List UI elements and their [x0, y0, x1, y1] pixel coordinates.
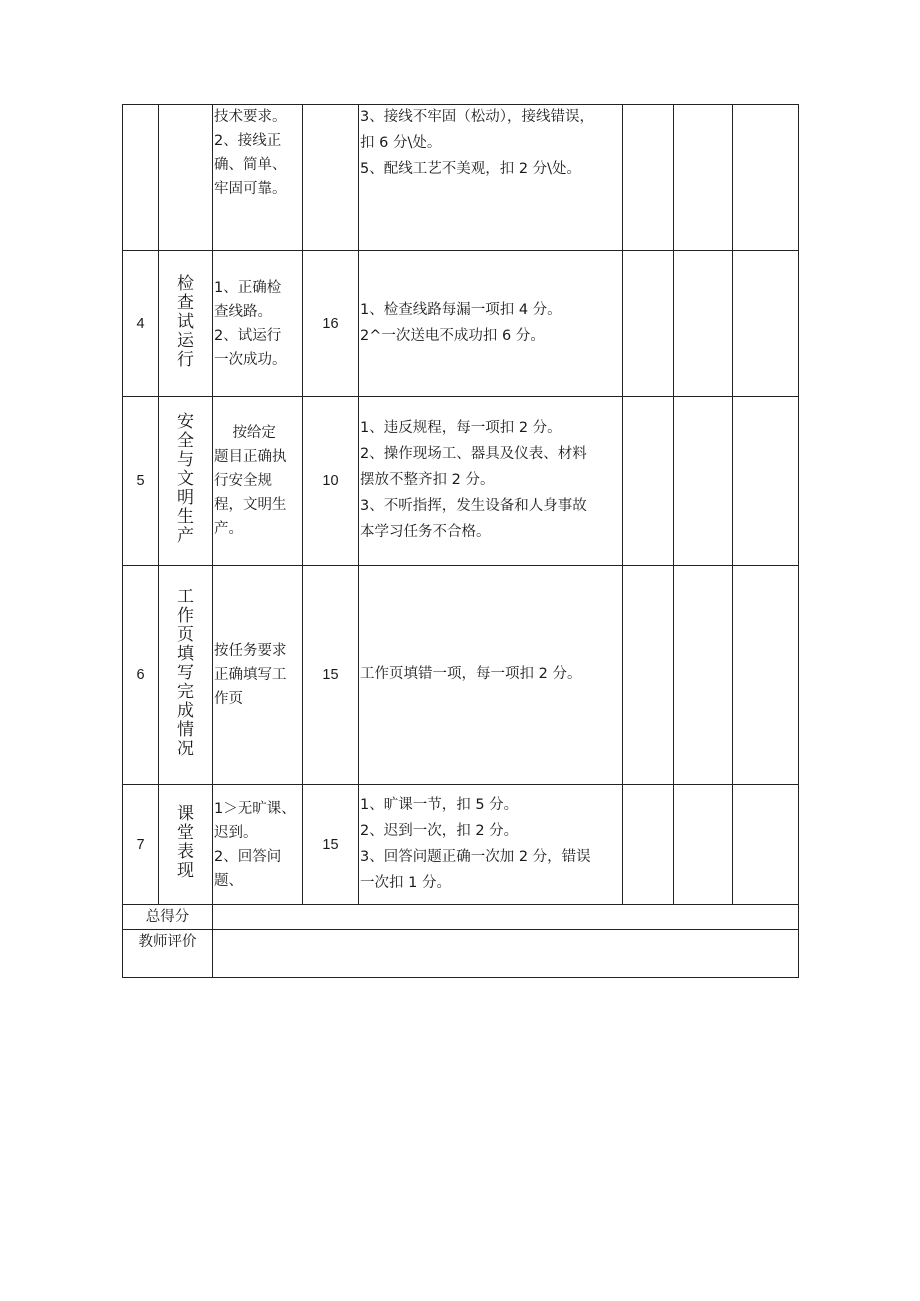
teacher-score-cell[interactable] [733, 251, 799, 397]
criteria [359, 105, 623, 251]
self-evaluation-cell[interactable] [623, 566, 674, 785]
table-row [123, 785, 799, 905]
item-name-text: 课堂表现 [177, 804, 194, 881]
table-row [123, 397, 799, 566]
row-number: 5 [123, 397, 159, 566]
criteria [359, 785, 623, 905]
criteria-line: 2^一次送电不成功扣 6 分。 [360, 327, 545, 344]
item-name [159, 566, 213, 785]
score: 15 [303, 566, 359, 785]
requirement-line: 正确填写工 [214, 667, 287, 683]
requirement-line: 1＞无旷课、 [214, 800, 296, 817]
requirement-line: 产。 [214, 521, 243, 537]
row-number: 6 [123, 566, 159, 785]
requirement-line: 牢固可靠。 [214, 181, 287, 197]
requirement [213, 105, 303, 251]
teacher-score-cell[interactable] [733, 785, 799, 905]
item-name [159, 785, 213, 905]
row-number: 7 [123, 785, 159, 905]
item-name-text: 安全与文明生产 [177, 412, 194, 546]
peer-evaluation-cell[interactable] [674, 251, 733, 397]
assessment-table [122, 104, 799, 978]
requirement [213, 251, 303, 397]
table-row [123, 566, 799, 785]
teacher-score-cell[interactable] [733, 105, 799, 251]
criteria-line: 3、接线不牢固（松动），接线错误， [360, 109, 594, 125]
row-number: 4 [123, 251, 159, 397]
criteria-line: 摆放不整齐扣 2 分。 [360, 472, 495, 488]
table-row [123, 105, 799, 251]
score: 15 [303, 785, 359, 905]
teacher-score-cell[interactable] [733, 566, 799, 785]
requirement [213, 397, 303, 566]
criteria [359, 397, 623, 566]
criteria-line: 扣 6 分\处。 [360, 135, 442, 151]
self-evaluation-cell[interactable] [623, 397, 674, 566]
score [303, 105, 359, 251]
criteria-line: 一次扣 1 分。 [360, 874, 451, 891]
requirement-line: 按任务要求 [214, 643, 287, 659]
criteria-line: 3、不听指挥，发生设备和人身事故 [360, 498, 587, 514]
item-name-text: 检查试运行 [177, 273, 194, 370]
peer-evaluation-cell[interactable] [674, 105, 733, 251]
requirement-line: 程，文明生 [214, 497, 287, 513]
item-name [159, 251, 213, 397]
table-row [123, 251, 799, 397]
requirement-line: 按给定 [214, 425, 276, 441]
total-score-label: 总得分 [123, 905, 213, 930]
score: 10 [303, 397, 359, 566]
self-evaluation-cell[interactable] [623, 105, 674, 251]
requirement-line: 作页 [214, 691, 243, 707]
score: 16 [303, 251, 359, 397]
row-number [123, 105, 159, 251]
criteria-line: 5、配线工艺不美观，扣 2 分\处。 [360, 161, 582, 177]
criteria [359, 566, 623, 785]
criteria [359, 251, 623, 397]
requirement-line: 1、正确检 [214, 279, 282, 296]
requirement-line: 查线路。 [214, 303, 272, 320]
criteria-line: 工作页填错一项，每一项扣 2 分。 [360, 666, 582, 682]
criteria-line: 1、旷课一节，扣 5 分。 [360, 796, 519, 813]
requirement-line: 2、回答问题、 [214, 848, 282, 889]
requirement-line: 2、接线正 [214, 133, 282, 149]
teacher-evaluation-label: 教师评价 [123, 930, 213, 978]
item-name [159, 105, 213, 251]
requirement-line: 2、试运行 [214, 327, 282, 344]
requirement [213, 785, 303, 905]
self-evaluation-cell[interactable] [623, 785, 674, 905]
peer-evaluation-cell[interactable] [674, 785, 733, 905]
total-score-value[interactable] [213, 905, 799, 930]
teacher-score-cell[interactable] [733, 397, 799, 566]
criteria-line: 3、回答问题正确一次加 2 分，错误 [360, 848, 591, 865]
requirement-line: 一次成功。 [214, 351, 287, 368]
requirement-line: 技术要求。 [214, 109, 287, 125]
requirement-line: 确、简单、 [214, 157, 287, 173]
item-name-text: 工作页填写完成情况 [177, 587, 194, 759]
requirement-line: 题目正确执 [214, 449, 287, 465]
total-score-row [123, 905, 799, 930]
criteria-line: 本学习任务不合格。 [360, 524, 491, 540]
criteria-line: 1、违反规程，每一项扣 2 分。 [360, 420, 562, 436]
requirement-line: 迟到。 [214, 824, 258, 841]
requirement-line: 行安全规 [214, 473, 272, 489]
item-name [159, 397, 213, 566]
self-evaluation-cell[interactable] [623, 251, 674, 397]
peer-evaluation-cell[interactable] [674, 397, 733, 566]
teacher-evaluation-value[interactable] [213, 930, 799, 978]
criteria-line: 2、操作现场工、器具及仪表、材料 [360, 446, 587, 462]
criteria-line: 2、迟到一次，扣 2 分。 [360, 822, 519, 839]
peer-evaluation-cell[interactable] [674, 566, 733, 785]
teacher-evaluation-row [123, 930, 799, 978]
requirement [213, 566, 303, 785]
criteria-line: 1、检查线路每漏一项扣 4 分。 [360, 301, 562, 318]
